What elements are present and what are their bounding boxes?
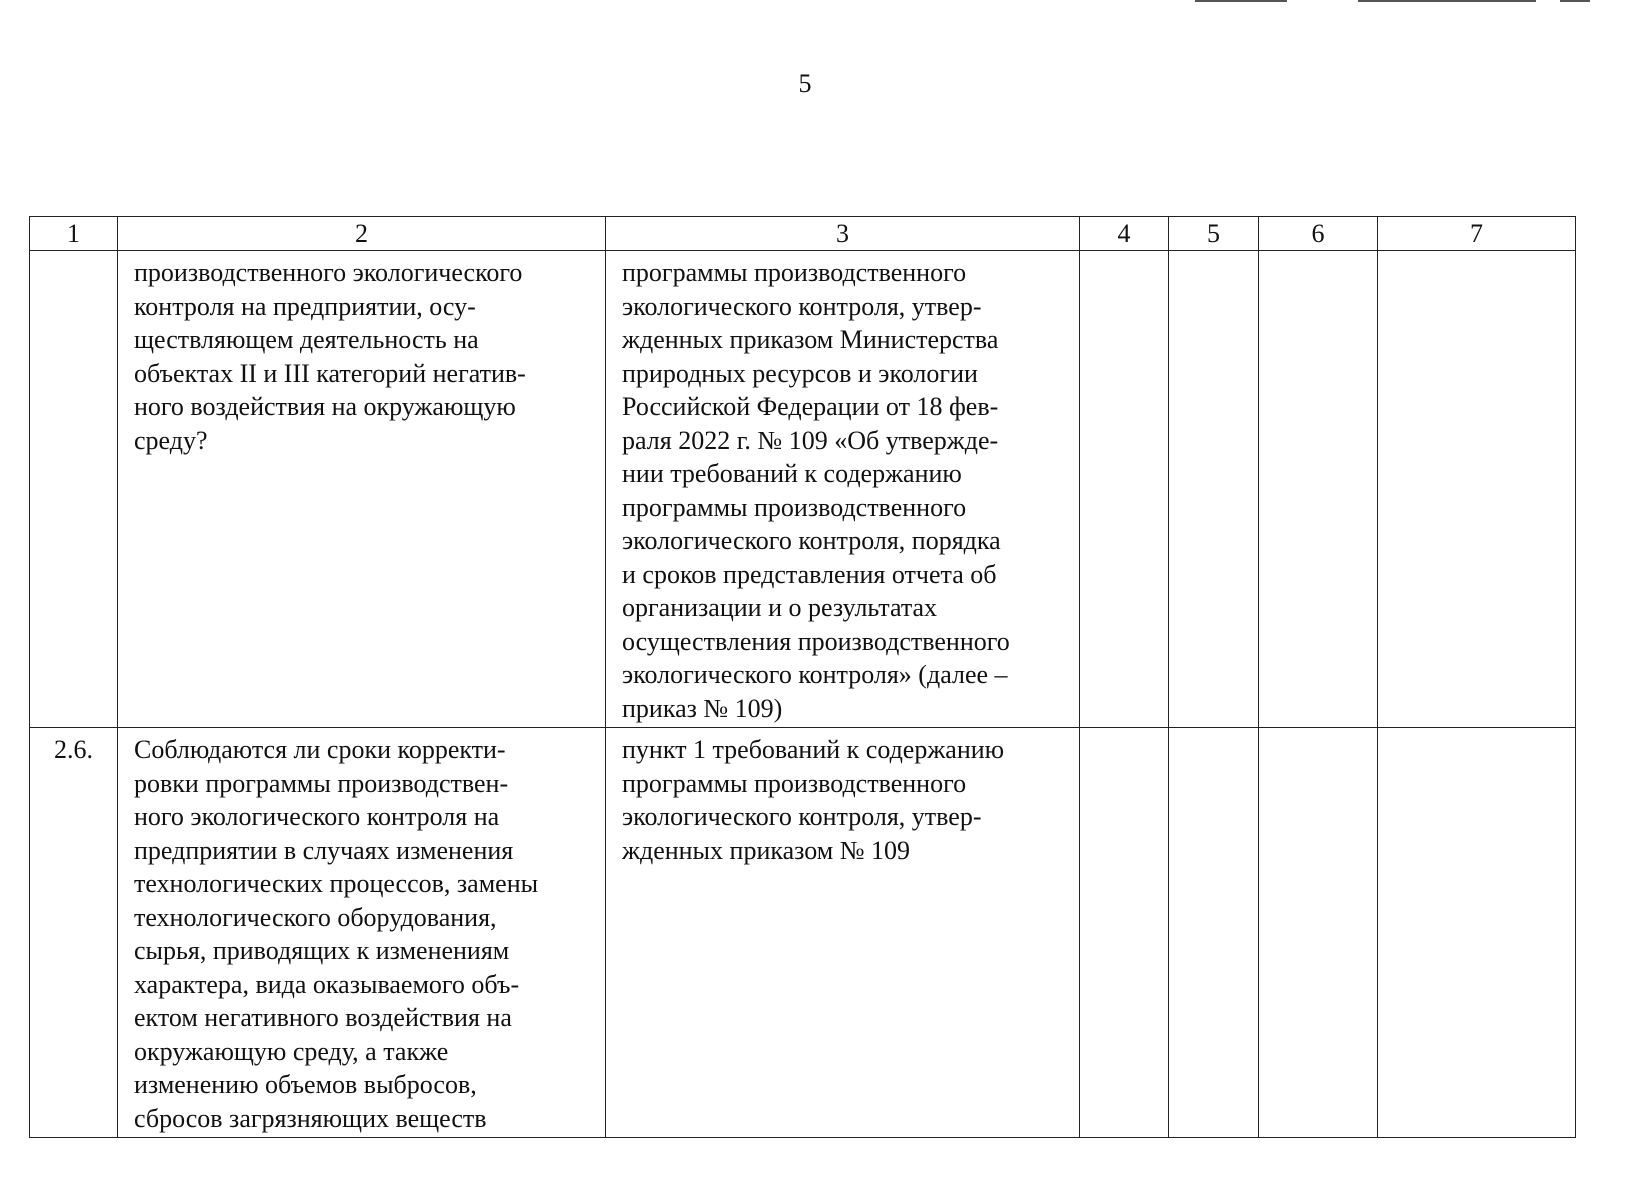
- text-line: ществляющем деятельность на: [134, 325, 479, 354]
- column-header: 1: [30, 217, 118, 251]
- text-line: контроля на предприятии, осу-: [134, 291, 476, 321]
- item-number: 2.6.: [30, 728, 118, 1138]
- text-line: объектах II и III категорий негатив-: [134, 358, 526, 388]
- text-line: ровки программы производствен-: [134, 768, 509, 798]
- column-header: 2: [118, 217, 606, 251]
- scan-artifact-line: [1195, 0, 1287, 2]
- column-header: 3: [606, 217, 1080, 251]
- checklist-table: [29, 216, 1576, 1138]
- text-line: осуществления производственного: [622, 626, 1010, 656]
- table-row: [30, 728, 1576, 1138]
- text-line: сырья, приводящих к изменениям: [134, 936, 510, 965]
- text-line: экологического контроля, порядка: [622, 526, 1001, 555]
- text-line: экологического контроля, утвер-: [622, 802, 982, 831]
- empty-cell: [1259, 728, 1378, 1138]
- legal-reference-cell: [606, 728, 1080, 1138]
- text-line: экологического контроля» (далее –: [622, 660, 1008, 689]
- empty-cell: [1378, 728, 1576, 1138]
- text-line: окружающую среду, а также: [134, 1036, 449, 1066]
- text-line: сбросов загрязняющих веществ: [134, 1103, 487, 1133]
- text-line: пункт 1 требований к содержанию: [622, 735, 1005, 764]
- text-line: предприятии в случаях изменения: [134, 835, 514, 865]
- text-line: технологического оборудования,: [134, 902, 497, 932]
- table-row: [30, 251, 1576, 728]
- question-cell: [118, 251, 606, 728]
- column-header: 5: [1169, 217, 1259, 251]
- text-line: программы производственного: [622, 492, 967, 522]
- empty-cell: [1080, 251, 1169, 728]
- empty-cell: [1169, 251, 1259, 728]
- text-line: раля 2022 г. № 109 «Об утвержде-: [622, 425, 999, 455]
- text-line: экологического контроля, утвер-: [622, 291, 982, 321]
- text-line: приказ № 109): [622, 693, 783, 723]
- column-header: 6: [1259, 217, 1378, 251]
- text-line: нии требований к содержанию: [622, 459, 962, 488]
- text-line: производственного экологического: [134, 258, 523, 287]
- text-line: природных ресурсов и экологии: [622, 358, 978, 388]
- text-line: программы производственного: [622, 258, 967, 287]
- empty-cell: [1259, 251, 1378, 728]
- scan-artifact-line: [1560, 0, 1590, 2]
- text-line: ного экологического контроля на: [134, 802, 500, 831]
- empty-cell: [1378, 251, 1576, 728]
- column-header: 7: [1378, 217, 1576, 251]
- text-line: среду?: [134, 425, 208, 455]
- text-line: характера, вида оказываемого объ-: [134, 969, 520, 999]
- item-number: [30, 251, 118, 728]
- text-line: и сроков представления отчета об: [622, 559, 997, 589]
- text-line: программы производственного: [622, 768, 967, 798]
- empty-cell: [1080, 728, 1169, 1138]
- text-line: жденных приказом № 109: [622, 835, 911, 865]
- text-line: организации и о результатах: [622, 593, 938, 622]
- column-number-row: [30, 217, 1576, 251]
- column-header: 4: [1080, 217, 1169, 251]
- scan-artifact-line: [1358, 0, 1536, 2]
- text-line: ектом негативного воздействия на: [134, 1003, 512, 1032]
- page-number: 5: [798, 69, 812, 98]
- empty-cell: [1169, 728, 1259, 1138]
- text-line: жденных приказом Министерства: [622, 325, 999, 354]
- question-cell: [118, 728, 606, 1138]
- text-line: Соблюдаются ли сроки корректи-: [134, 735, 506, 764]
- text-line: изменению объемов выбросов,: [134, 1070, 477, 1099]
- legal-reference-cell: [606, 251, 1080, 728]
- text-line: ного воздействия на окружающую: [134, 392, 516, 421]
- text-line: технологических процессов, замены: [134, 869, 539, 898]
- text-line: Российской Федерации от 18 фев-: [622, 392, 999, 421]
